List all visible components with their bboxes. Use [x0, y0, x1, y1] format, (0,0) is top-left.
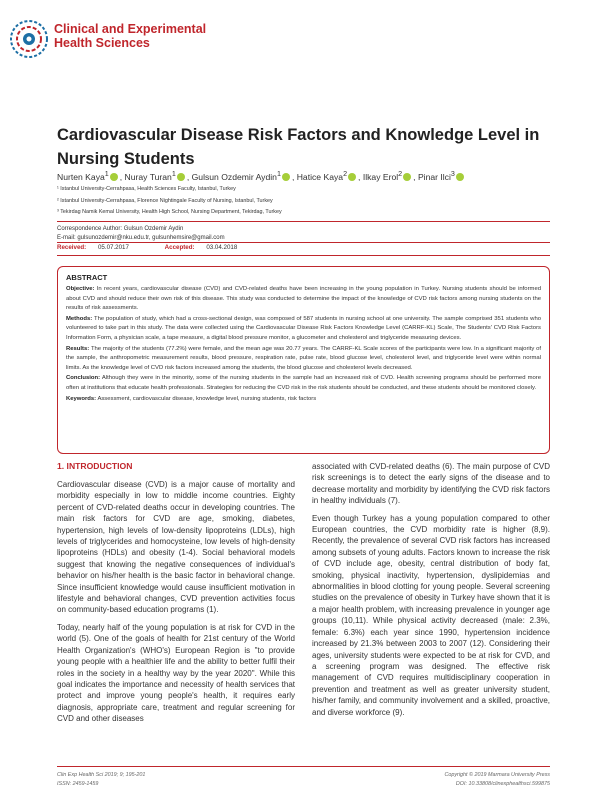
affiliation: ² Istanbul University-Cerrahpasa, Florence Nightingale Faculty of Nursing, Istanbul, Turkey: [57, 197, 273, 204]
body-paragraph: Cardiovascular disease (CVD) is a major cause of mortality and morbidity especially in low to middle income countries. Eighty percent of CVD-related deaths occur in developing countries. The main risk factors for CVD are age, smoking, diabetes, hypertension, high levels of low-density lipoproteins (LDLs), high levels of triglycerides and homocysteine, low levels of high-density lipoproteins (HDLs) and obesity (1-4). Social behavioral models suggest that knowing the negative consequences of individual's behavior on his/her health is the basic factor in behavioral change. Since insufficient knowledge would cause insufficient motivation in lifestyle and behavioral changes, CVD prevention activities focus on community-based education programs (1).: [57, 480, 295, 615]
abstract-objective: Objective: In recent years, cardiovascular disease (CVD) and CVD-related deaths have been increasing in the young population in Turkey. Nursing students should be informed about CVD and should reduce their own risk of this disease. This study was conducted to determine the impact of the knowledge of CVD risk factors among nursing students on the results of risk assessments.: [66, 286, 541, 312]
correspondence-email[interactable]: E-mail: gulsunozdemir@nku.edu.tr, gulsunhemsire@gmail.com: [57, 235, 225, 241]
author[interactable]: Hatice Kaya$^2$ ,: [296, 170, 363, 182]
footer-copyright: [380, 771, 550, 789]
orcid-icon[interactable]: [110, 173, 118, 181]
article-dates: [57, 244, 237, 251]
issn: ISSN: 2459-1459: [57, 781, 99, 787]
divider: [57, 255, 550, 256]
orcid-icon[interactable]: [456, 173, 464, 181]
affiliation: ³ Tekirdag Namik Kemal University, Health High School, Nursing Department, Tekirdag, Turkey: [57, 209, 282, 215]
citation: Clin Exp Health Sci 2019; 9; 195-201: [57, 772, 146, 778]
affiliation: ¹ Istanbul University-Cerrahpasa, Health Sciences Faculty, Istanbul, Turkey: [57, 186, 236, 192]
correspondence-author: Correspondence Author: Gulsun Ozdemir Aydin: [57, 226, 184, 232]
abstract-conclusion: Conclusion: Although they were in the minority, some of the nursing students in the sample had an increased risk of CVD. Health screening programs should be performed more often at institutions that educate health professionals. Strategies for reducing the CVD risk in the risk students should be conducted, and these students should be monitored closely.: [66, 375, 542, 391]
affiliations: [57, 184, 557, 219]
journal-name-line2: Health Sciences: [54, 36, 150, 50]
divider: [57, 242, 550, 243]
author[interactable]: Nuray Turan$^1$ ,: [124, 170, 192, 182]
copyright: Copyright © 2019 Marmara University Press: [444, 772, 550, 778]
journal-logo-icon: [8, 18, 50, 60]
author[interactable]: Nurten Kaya$^1$ ,: [57, 170, 125, 182]
body-paragraph: associated with CVD-related deaths (6). The main purpose of CVD risk screenings is to detect the early signs of the disease and to decrease mortality and morbidity by identifying the CVD risk factors in healthy individuals (7).: [312, 462, 550, 506]
orcid-icon[interactable]: [403, 173, 411, 181]
orcid-icon[interactable]: [282, 173, 290, 181]
accepted-label: Accepted:: [164, 244, 195, 251]
body-paragraph: Today, nearly half of the young population is at risk for CVD in the world (5). One of the goals of health for 21st century of the World Health Organization's (WHO's) European Region is "to provide young people with a healthier life and the ability to better fulfil their roles in the society in a healthy way by the year 2020". While this goal indicates the importance and necessity of health services that protect and improve young people's health, it requires early diagnosis, appropriate care, treatment and regular screening for CVD and other diseases: [57, 622, 295, 724]
accepted-date: 03.04.2018: [206, 244, 238, 251]
body-paragraph: Even though Turkey has a young population compared to other European countries, the CVD morbidity rate is higher (8,9). Recently, the prevalence of several CVD risk factors has increased among subsets of young adults. Factors known to increase the risk of CVD include age, obesity, central distribution of body fat, smoking, physical inactivity, hypertension, dyslipidemias and abnormalities in blood clotting for young people. Several screening studies on the prevalence of obesity in Turkey have shown that it is a major health problem, with increasing prevalence in younger age groups (10,11). While physical activity decreased (male: 2.3%, female: 6.3%) each year since 1990, hypertension incidence increased by 21.3% between 2003 to 2007 (12). Considering their ages, university students were expected to be at risk for CVD, and a screening program was designed. The effective risk management of CVD requires multidisciplinary cooperation in prevention and treatment as well as greater university student, his/her family, and community involvement and a skilled, proactive, and diverse workforce (9).: [312, 513, 550, 717]
author[interactable]: Gulsun Ozdemir Aydin$^1$ ,: [191, 170, 297, 182]
divider: [57, 221, 550, 222]
author[interactable]: Ilkay Erol$^2$ ,: [362, 170, 418, 182]
received-label: Received:: [57, 244, 87, 251]
article-title: Cardiovascular Disease Risk Factors and Knowledge Level in Nursing Students: [57, 126, 540, 168]
received-date: 05.07.2017: [97, 244, 129, 251]
footer-divider: [57, 766, 550, 767]
orcid-icon[interactable]: [177, 173, 185, 181]
section-heading: 1. INTRODUCTION: [57, 461, 133, 471]
body-right-column: [312, 461, 550, 724]
journal-name-line1: Clinical and Experimental: [54, 22, 207, 36]
abstract-keywords: Keywords: Assessment, cardiovascular disease, knowledge level, nursing students, risk factors: [66, 395, 317, 402]
author-list: [57, 170, 557, 182]
journal-name: [54, 22, 206, 50]
abstract-methods: Methods: The population of study, which had a cross-sectional design, was composed of 587 students in nursing school at one university. The sample comprised 351 students who volunteered to take part in this study. The data were collected using the Cardiovascular Disease Risk Factors Knowledge Level (CARRF-KL) Scale, The Students' CVD Risk Factors Information Form, a physician scale, a tape measure, a digital blood pressure monitor, a glucometer and cholesterol and triglyceride measuring devices.: [66, 315, 541, 341]
correspondence: [57, 225, 225, 243]
abstract-results: Results: The majority of the students (77.2%) were female, and the mean age was 20.77 years. The CARRF-KL Scale scores of the participants were low. In a significant majority of the sample, the anthropometric measurement results, blood pressure, respiration rate, pulse rate, blood glucose level, cholesterol level, and triglyceride level were within normal limits. As the knowledge level of CVD risk factors increased among the students, the blood glucose and cholesterol levels decreased.: [66, 345, 541, 371]
doi-link[interactable]: DOI: 10.33808/clinexphealthsci.599875: [455, 781, 550, 787]
body-left-column: [57, 479, 295, 731]
footer-citation: [57, 771, 145, 789]
abstract-box: [57, 266, 550, 454]
orcid-icon[interactable]: [348, 173, 356, 181]
author[interactable]: Pinar Ilci$^3$: [418, 172, 466, 182]
abstract-heading: ABSTRACT: [66, 273, 108, 282]
